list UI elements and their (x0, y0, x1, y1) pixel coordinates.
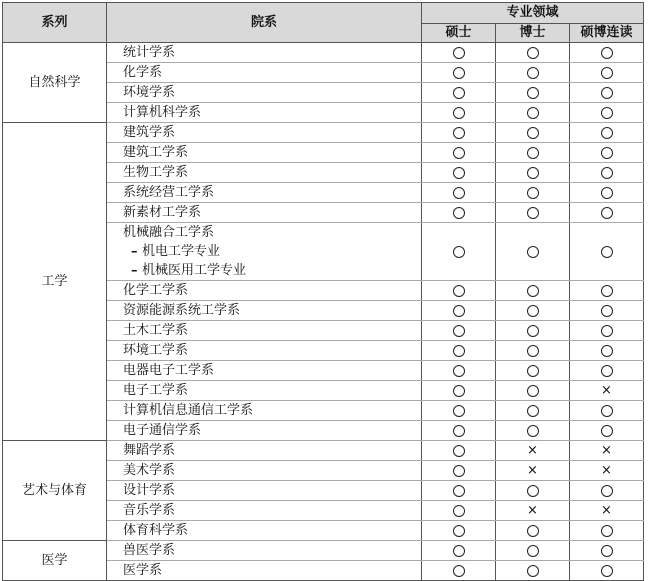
circle-icon (601, 425, 613, 437)
department-name: 舞蹈学系 (123, 443, 176, 458)
phd-mark (496, 381, 570, 401)
phd-mark (496, 223, 570, 281)
circle-icon (527, 425, 539, 437)
combined-mark (570, 501, 644, 521)
table-row (3, 541, 644, 561)
header-department: 院系 (107, 3, 422, 43)
combined-mark (570, 163, 644, 183)
department-cell (107, 43, 422, 63)
department-cell (107, 301, 422, 321)
circle-icon (601, 405, 613, 417)
department-name: 化学系 (123, 65, 163, 80)
masters-mark (422, 63, 496, 83)
combined-mark (570, 123, 644, 143)
masters-mark (422, 361, 496, 381)
combined-mark (570, 281, 644, 301)
masters-mark (422, 521, 496, 541)
department-cell (107, 541, 422, 561)
phd-mark (496, 163, 570, 183)
circle-icon (453, 465, 465, 477)
department-name: 计算机信息通信工学系 (123, 403, 254, 418)
masters-mark (422, 123, 496, 143)
combined-mark (570, 401, 644, 421)
combined-mark (570, 223, 644, 281)
department-cell (107, 501, 422, 521)
masters-mark (422, 501, 496, 521)
department-cell (107, 63, 422, 83)
circle-icon (527, 345, 539, 357)
masters-mark (422, 461, 496, 481)
phd-mark (496, 143, 570, 163)
department-name: 体育科学系 (123, 523, 189, 538)
department-cell (107, 441, 422, 461)
department-name: 电子工学系 (123, 383, 189, 398)
circle-icon (453, 385, 465, 397)
phd-mark (496, 421, 570, 441)
department-name: 美术学系 (123, 463, 176, 478)
circle-icon (453, 405, 465, 417)
circle-icon (453, 127, 465, 139)
circle-icon (453, 246, 465, 258)
combined-mark (570, 143, 644, 163)
masters-mark (422, 381, 496, 401)
table-row (3, 441, 644, 461)
circle-icon (601, 246, 613, 258)
circle-icon (601, 345, 613, 357)
circle-icon (601, 207, 613, 219)
cross-icon: × (601, 443, 612, 458)
department-name: 系统经营工学系 (123, 185, 215, 200)
department-cell (107, 103, 422, 123)
phd-mark (496, 321, 570, 341)
circle-icon (601, 285, 613, 297)
series-cell: 艺术与体育 (3, 441, 107, 541)
circle-icon (601, 127, 613, 139)
combined-mark (570, 203, 644, 223)
department-cell (107, 341, 422, 361)
combined-mark (570, 541, 644, 561)
combined-mark (570, 341, 644, 361)
circle-icon (453, 505, 465, 517)
phd-mark (496, 521, 570, 541)
phd-mark (496, 183, 570, 203)
phd-mark (496, 341, 570, 361)
circle-icon (527, 545, 539, 557)
department-name: 电器电子工学系 (123, 363, 215, 378)
masters-mark (422, 341, 496, 361)
circle-icon (601, 525, 613, 537)
department-cell (107, 381, 422, 401)
department-cell (107, 203, 422, 223)
circle-icon (527, 87, 539, 99)
combined-mark (570, 361, 644, 381)
circle-icon (527, 525, 539, 537)
phd-mark (496, 123, 570, 143)
circle-icon (453, 207, 465, 219)
masters-mark (422, 421, 496, 441)
circle-icon (527, 405, 539, 417)
department-cell (107, 461, 422, 481)
combined-mark (570, 521, 644, 541)
combined-mark (570, 103, 644, 123)
sub-major-name: – 机电工学专业 (123, 242, 421, 261)
circle-icon (527, 207, 539, 219)
department-cell (107, 401, 422, 421)
department-name: 资源能源系统工学系 (123, 303, 241, 318)
department-name: 音乐学系 (123, 503, 176, 518)
circle-icon (453, 425, 465, 437)
circle-icon (601, 67, 613, 79)
phd-mark (496, 103, 570, 123)
circle-icon (527, 127, 539, 139)
circle-icon (527, 285, 539, 297)
circle-icon (453, 565, 465, 577)
department-name: 机械融合工学系 (123, 225, 215, 240)
department-cell (107, 183, 422, 203)
circle-icon (453, 525, 465, 537)
department-name: 建筑工学系 (123, 145, 189, 160)
circle-icon (527, 565, 539, 577)
circle-icon (601, 167, 613, 179)
circle-icon (453, 107, 465, 119)
circle-icon (453, 67, 465, 79)
department-name: 生物工学系 (123, 165, 189, 180)
department-name: 新素材工学系 (123, 205, 202, 220)
circle-icon (453, 545, 465, 557)
circle-icon (527, 325, 539, 337)
department-name: 环境学系 (123, 85, 176, 100)
department-cell (107, 123, 422, 143)
phd-mark (496, 441, 570, 461)
department-cell (107, 143, 422, 163)
combined-mark (570, 63, 644, 83)
cross-icon: × (527, 503, 538, 518)
masters-mark (422, 321, 496, 341)
phd-mark (496, 43, 570, 63)
department-name: 土木工学系 (123, 323, 189, 338)
department-cell (107, 281, 422, 301)
circle-icon (453, 147, 465, 159)
circle-icon (527, 67, 539, 79)
circle-icon (453, 187, 465, 199)
combined-mark (570, 43, 644, 63)
department-name: 医学系 (123, 563, 163, 578)
header-series: 系列 (3, 3, 107, 43)
phd-mark (496, 83, 570, 103)
circle-icon (453, 285, 465, 297)
circle-icon (453, 47, 465, 59)
department-cell (107, 163, 422, 183)
circle-icon (527, 385, 539, 397)
phd-mark (496, 301, 570, 321)
masters-mark (422, 441, 496, 461)
combined-mark (570, 321, 644, 341)
circle-icon (527, 246, 539, 258)
masters-mark (422, 301, 496, 321)
department-cell (107, 223, 422, 281)
cross-icon: × (601, 463, 612, 478)
circle-icon (601, 485, 613, 497)
circle-icon (453, 365, 465, 377)
masters-mark (422, 203, 496, 223)
series-cell: 医学 (3, 541, 107, 581)
circle-icon (453, 445, 465, 457)
phd-mark (496, 63, 570, 83)
combined-mark (570, 421, 644, 441)
table-row (3, 43, 644, 63)
circle-icon (527, 107, 539, 119)
masters-mark (422, 163, 496, 183)
combined-mark (570, 301, 644, 321)
circle-icon (601, 187, 613, 199)
masters-mark (422, 401, 496, 421)
circle-icon (601, 107, 613, 119)
department-cell (107, 361, 422, 381)
masters-mark (422, 43, 496, 63)
phd-mark (496, 361, 570, 381)
masters-mark (422, 183, 496, 203)
sub-major-name: – 机械医用工学专业 (123, 261, 421, 280)
circle-icon (527, 47, 539, 59)
department-cell (107, 521, 422, 541)
header-combined: 硕博连读 (570, 24, 644, 43)
phd-mark (496, 541, 570, 561)
table-row (3, 123, 644, 143)
circle-icon (453, 87, 465, 99)
header-field: 专业领域 (422, 3, 644, 24)
department-name: 计算机科学系 (123, 105, 202, 120)
masters-mark (422, 83, 496, 103)
degree-table (2, 2, 644, 581)
phd-mark (496, 501, 570, 521)
combined-mark (570, 183, 644, 203)
circle-icon (453, 325, 465, 337)
masters-mark (422, 103, 496, 123)
department-name: 兽医学系 (123, 543, 176, 558)
combined-mark (570, 381, 644, 401)
department-cell (107, 321, 422, 341)
department-cell (107, 421, 422, 441)
combined-mark (570, 481, 644, 501)
circle-icon (601, 365, 613, 377)
combined-mark (570, 461, 644, 481)
department-cell (107, 83, 422, 103)
circle-icon (453, 345, 465, 357)
circle-icon (527, 485, 539, 497)
circle-icon (527, 167, 539, 179)
combined-mark (570, 441, 644, 461)
phd-mark (496, 401, 570, 421)
circle-icon (527, 147, 539, 159)
phd-mark (496, 203, 570, 223)
phd-mark (496, 461, 570, 481)
department-name: 设计学系 (123, 483, 176, 498)
masters-mark (422, 281, 496, 301)
circle-icon (601, 545, 613, 557)
header-masters: 硕士 (422, 24, 496, 43)
department-name: 电子通信学系 (123, 423, 202, 438)
masters-mark (422, 143, 496, 163)
circle-icon (527, 365, 539, 377)
series-cell: 自然科学 (3, 43, 107, 123)
circle-icon (601, 87, 613, 99)
circle-icon (601, 47, 613, 59)
combined-mark (570, 83, 644, 103)
circle-icon (527, 187, 539, 199)
cross-icon: × (527, 463, 538, 478)
circle-icon (527, 305, 539, 317)
header-phd: 博士 (496, 24, 570, 43)
cross-icon: × (601, 503, 612, 518)
department-name: 化学工学系 (123, 283, 189, 298)
masters-mark (422, 481, 496, 501)
table-body (3, 43, 644, 581)
circle-icon (453, 305, 465, 317)
phd-mark (496, 281, 570, 301)
department-name: 建筑学系 (123, 125, 176, 140)
cross-icon: × (527, 443, 538, 458)
circle-icon (601, 565, 613, 577)
cross-icon: × (601, 383, 612, 398)
department-cell (107, 481, 422, 501)
masters-mark (422, 223, 496, 281)
phd-mark (496, 481, 570, 501)
circle-icon (453, 167, 465, 179)
circle-icon (601, 325, 613, 337)
series-cell: 工学 (3, 123, 107, 441)
circle-icon (453, 485, 465, 497)
circle-icon (601, 147, 613, 159)
circle-icon (601, 305, 613, 317)
department-name: 统计学系 (123, 45, 176, 60)
masters-mark (422, 541, 496, 561)
department-name: 环境工学系 (123, 343, 189, 358)
